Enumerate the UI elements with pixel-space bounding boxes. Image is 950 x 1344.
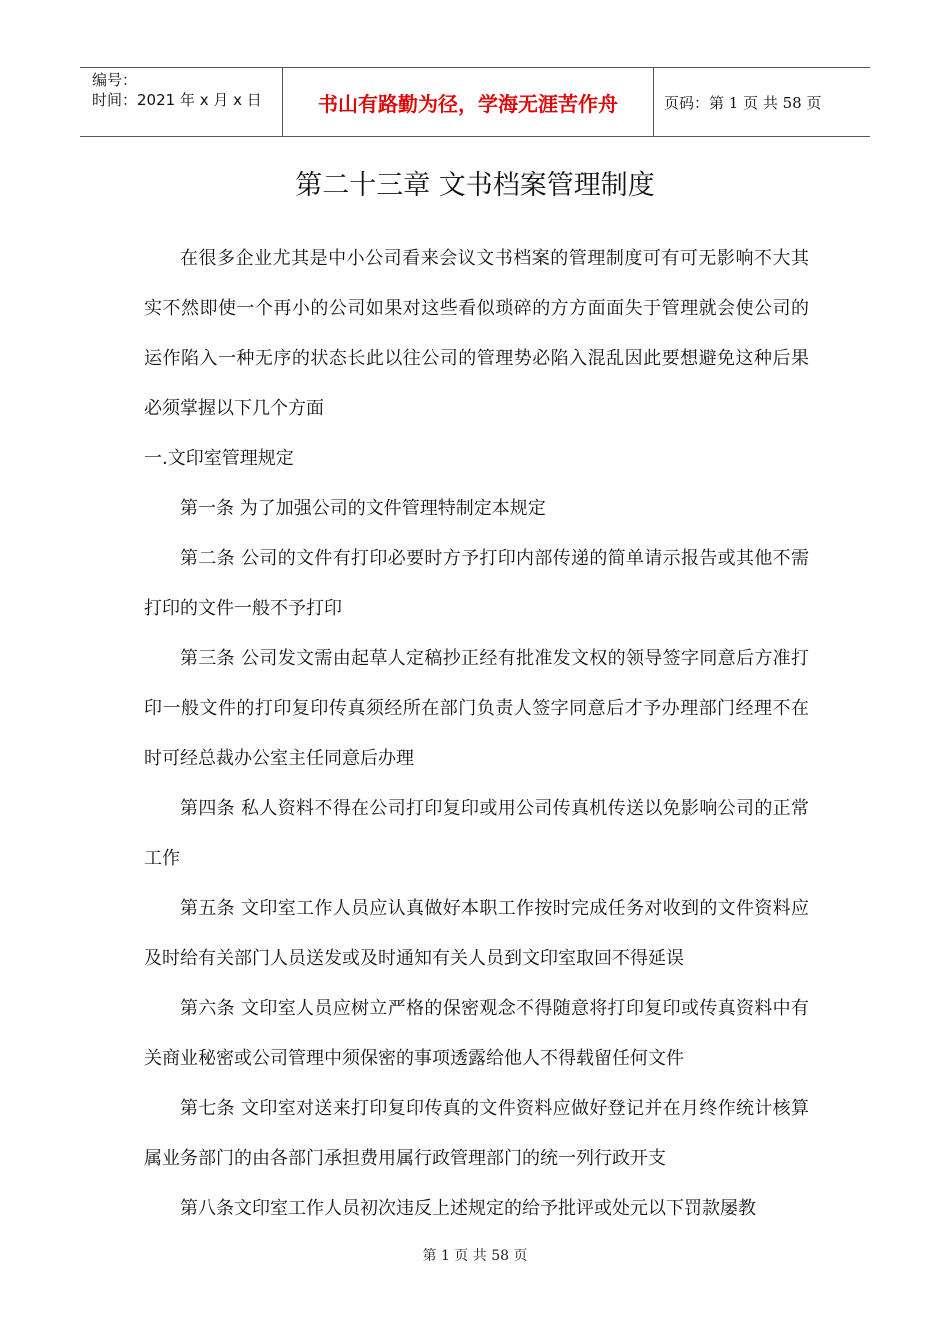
- article-5: 第五条 文印室工作人员应认真做好本职工作按时完成任务对收到的文件资料应及时给有关部门人员送发或及时通知有关人员到文印室取回不得延误: [144, 898, 809, 969]
- article-6: 第六条 文印室人员应树立严格的保密观念不得随意将打印复印或传真资料中有关商业秘密或公司管理中须保密的事项透露给他人不得载留任何文件: [144, 998, 809, 1069]
- article-8: 第八条文印室工作人员初次违反上述规定的给予批评或处元以下罚款屡教: [180, 1198, 756, 1219]
- paragraph: 在很多企业尤其是中小公司看来会议文书档案的管理制度可有可无影响不大其实不然即使一个再小的公司如果对这些看似琐碎的方方面面失于管理就会使公司的运作陷入一种无序的状态长此以往公司的管理势必陷入混乱因此要想避免这种后果必须掌握以下几个方面: [144, 248, 809, 419]
- section-heading: 一.文印室管理规定: [144, 448, 294, 469]
- document-title: 第二十三章 文书档案管理制度: [295, 170, 655, 201]
- page-header: [80, 67, 870, 137]
- header-page-info: 页码：第 1 页 共 58 页: [664, 93, 822, 112]
- document-body: [144, 234, 809, 1234]
- page-footer: 第 1 页 共 58 页: [422, 1248, 528, 1264]
- article-7: 第七条 文印室对送来打印复印传真的文件资料应做好登记并在月终作统计核算属业务部门的由各部门承担费用属行政管理部门的统一列行政开支: [144, 1098, 809, 1169]
- serial-label: 编号：: [92, 71, 138, 89]
- date-label: 时间：2021 年 x 月 x 日: [92, 91, 262, 109]
- article-4: 第四条 私人资料不得在公司打印复印或用公司传真机传送以免影响公司的正常工作: [144, 798, 809, 869]
- header-meta: [80, 68, 282, 136]
- article-2: 第二条 公司的文件有打印必要时方予打印内部传递的简单请示报告或其他不需打印的文件一般不予打印: [144, 548, 809, 619]
- header-motto: 书山有路勤为径，学海无涯苦作舟: [282, 68, 654, 136]
- article-3: 第三条 公司发文需由起草人定稿抄正经有批准发文权的领导签字同意后方准打印一般文件的打印复印传真须经所在部门负责人签字同意后才予办理部门经理不在时可经总裁办公室主任同意后办理: [144, 648, 809, 769]
- article-1: 第一条 为了加强公司的文件管理特制定本规定: [180, 498, 546, 519]
